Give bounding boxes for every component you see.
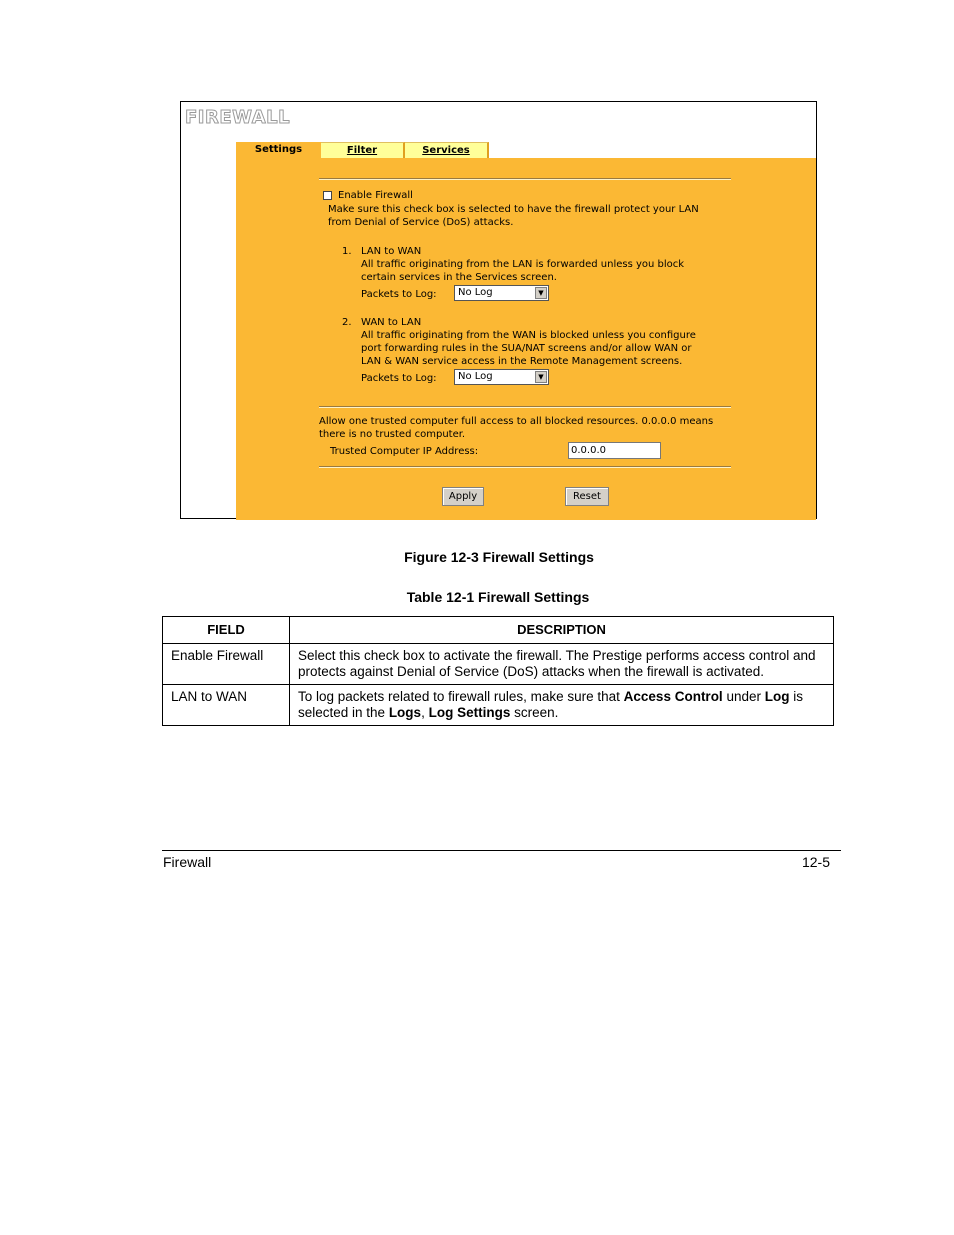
tab-filter[interactable]: Filter	[321, 142, 405, 158]
table-header-row	[163, 617, 834, 644]
wan-to-lan-packets-value: No Log	[458, 371, 493, 382]
wan-to-lan-description: LAN & WAN service access in the Remote Management screens.	[361, 356, 683, 367]
enable-firewall-label: Enable Firewall	[338, 190, 413, 201]
description-cell: Select this check box to activate the firewall. The Prestige performs access control and protects against Denial of Service (DoS) attacks when the firewall is activated.	[290, 644, 834, 685]
description-bold-term: Log Settings	[428, 705, 511, 720]
trusted-computer-description: there is no trusted computer.	[319, 429, 466, 440]
tab-bar	[236, 142, 489, 158]
enable-firewall-description: Make sure this check box is selected to have the firewall protect your LAN	[328, 204, 699, 215]
description-cell	[290, 685, 834, 726]
header-field: FIELD	[163, 617, 290, 644]
dropdown-arrow-icon: ▼	[535, 287, 547, 299]
table-row	[163, 685, 834, 726]
divider	[319, 178, 731, 180]
table-row	[163, 644, 834, 685]
figure-caption: Figure 12-3 Firewall Settings	[404, 549, 594, 565]
firewall-logo: FIREWALL	[185, 107, 291, 128]
enable-firewall-checkbox[interactable]	[323, 191, 332, 200]
description-text: ,	[421, 705, 429, 720]
trusted-ip-label: Trusted Computer IP Address:	[330, 446, 479, 457]
description-bold-term: Log	[764, 689, 790, 704]
lan-to-wan-packets-label: Packets to Log:	[361, 289, 437, 300]
header-description: DESCRIPTION	[290, 617, 834, 644]
table-caption: Table 12-1 Firewall Settings	[406, 589, 590, 605]
description-text: screen.	[510, 705, 559, 720]
wan-to-lan-packets-label: Packets to Log:	[361, 373, 437, 384]
lan-to-wan-description: certain services in the Services screen.	[361, 272, 557, 283]
settings-panel	[236, 158, 816, 520]
enable-firewall-description: from Denial of Service (DoS) attacks.	[328, 217, 514, 228]
field-description-table	[162, 616, 834, 726]
divider	[319, 466, 731, 468]
trusted-ip-input[interactable]: 0.0.0.0	[568, 442, 661, 459]
lan-to-wan-packets-value: No Log	[458, 287, 493, 298]
wan-to-lan-description: All traffic originating from the WAN is blocked unless you configure	[361, 330, 696, 341]
lan-to-wan-number: 1.	[342, 246, 352, 257]
footer-divider	[162, 850, 841, 851]
field-cell: LAN to WAN	[163, 685, 290, 726]
firewall-screenshot	[180, 101, 817, 519]
description-text: under	[722, 689, 765, 704]
lan-to-wan-packets-select[interactable]	[454, 285, 549, 301]
trusted-computer-description: Allow one trusted computer full access to all blocked resources. 0.0.0.0 means	[319, 416, 714, 427]
description-text: is selected in the	[298, 689, 803, 720]
wan-to-lan-description: port forwarding rules in the SUA/NAT screens and/or allow WAN or	[361, 343, 692, 354]
dropdown-arrow-icon: ▼	[535, 371, 547, 383]
wan-to-lan-number: 2.	[342, 317, 352, 328]
lan-to-wan-description: All traffic originating from the LAN is forwarded unless you block	[361, 259, 685, 270]
description-text: To log packets related to firewall rules, make sure that	[298, 689, 624, 704]
description-bold-term: Access Control	[623, 689, 723, 704]
footer-chapter: Firewall	[163, 854, 212, 870]
tab-services[interactable]: Services	[405, 142, 489, 158]
wan-to-lan-title: WAN to LAN	[361, 317, 422, 328]
description-bold-term: Logs	[388, 705, 422, 720]
apply-button[interactable]: Apply	[442, 487, 484, 506]
divider	[319, 406, 731, 408]
footer-page-number: 12-5	[801, 854, 830, 870]
field-cell: Enable Firewall	[163, 644, 290, 685]
wan-to-lan-packets-select[interactable]	[454, 369, 549, 385]
tab-settings[interactable]: Settings	[236, 142, 321, 158]
lan-to-wan-title: LAN to WAN	[361, 246, 422, 257]
reset-button[interactable]: Reset	[565, 487, 609, 506]
